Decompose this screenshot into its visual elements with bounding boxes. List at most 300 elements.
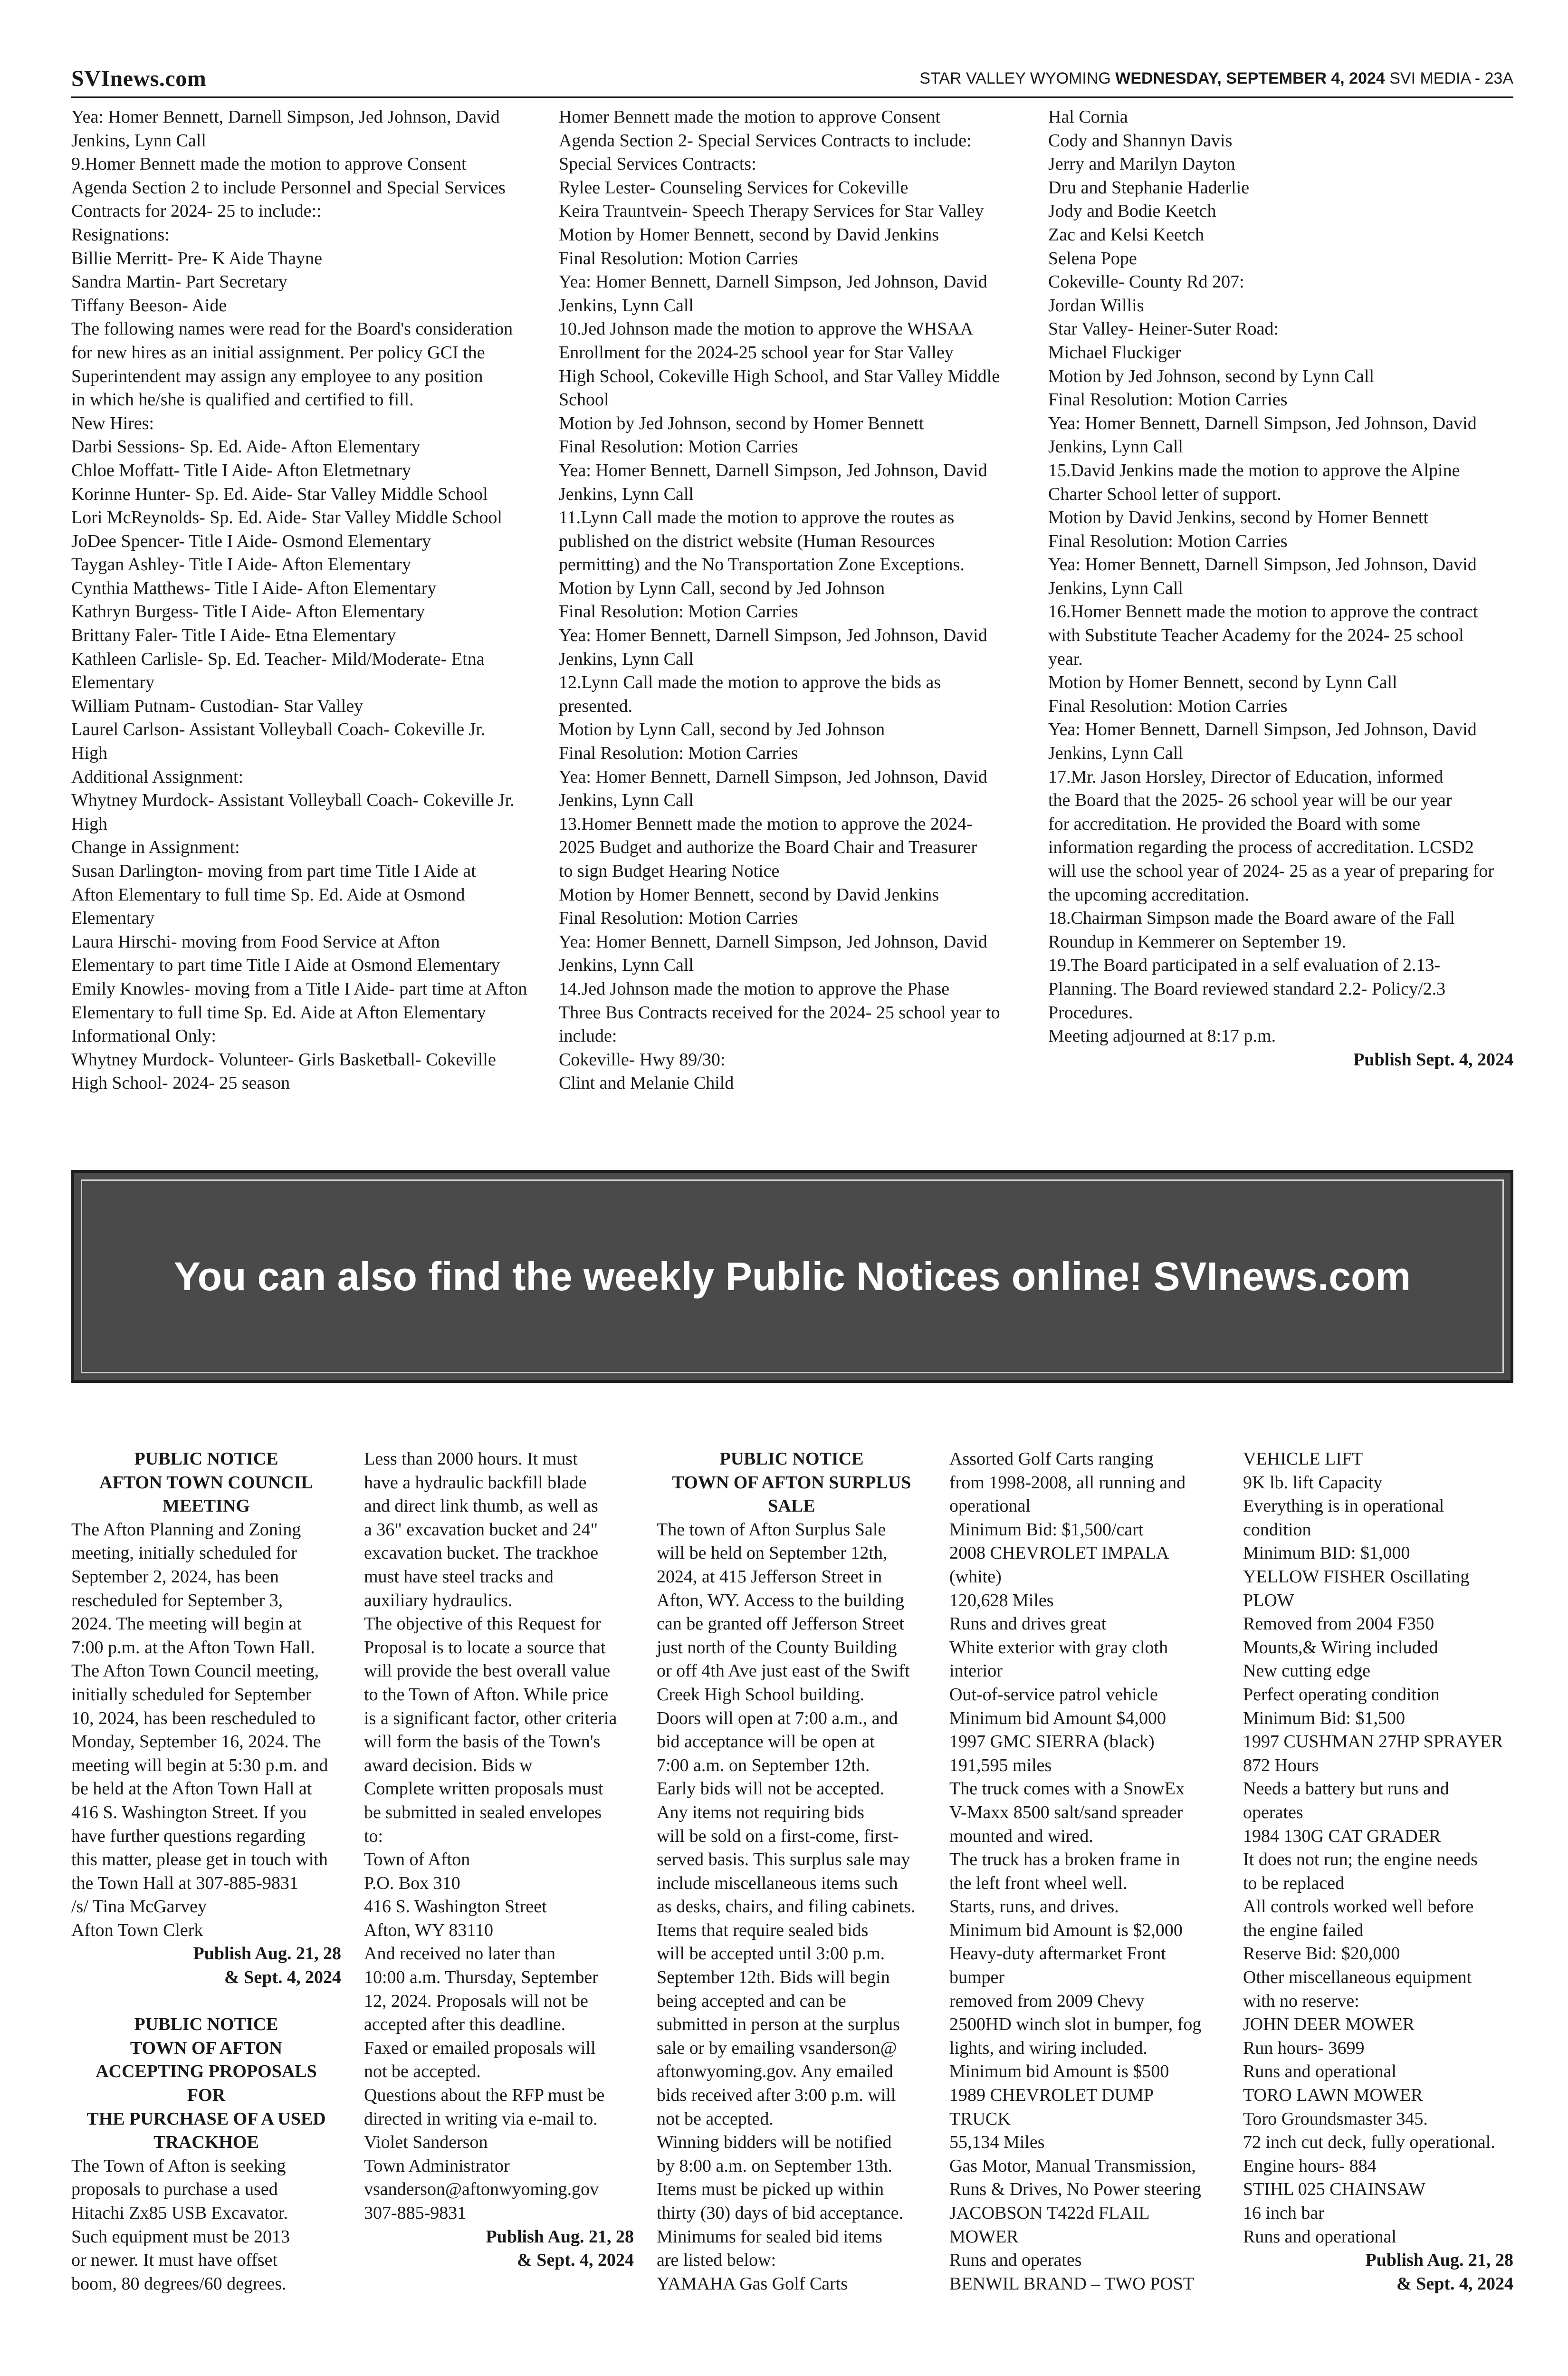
text-line: Final Resolution: Motion Carries	[559, 743, 798, 764]
text-line: the Town Hall at 307-885-9831	[71, 1873, 298, 1893]
text-line: Minimum bid Amount $4,000	[949, 1708, 1166, 1728]
text-line: operational	[949, 1496, 1031, 1516]
text-line: MEETING	[163, 1496, 250, 1516]
text-line: Final Resolution: Motion Carries	[559, 437, 798, 457]
text-line: Violet Sanderson	[364, 2132, 488, 2153]
text-line: Assorted Golf Carts ranging	[949, 1449, 1154, 1469]
text-line: 11.Lynn Call made the motion to approve the routes as	[559, 508, 955, 528]
text-line: meeting, initially scheduled for	[71, 1543, 297, 1563]
text-line: Whytney Murdock- Assistant Volleyball Coach- Cokeville Jr.	[71, 790, 515, 811]
text-line: Contracts for 2024- 25 to include::	[71, 201, 322, 221]
text-line: Cokeville- County Rd 207:	[1048, 272, 1244, 292]
text-line: condition	[1243, 1519, 1311, 1540]
text-line: Questions about the RFP must be	[364, 2085, 605, 2106]
text-line: YAMAHA Gas Golf Carts	[657, 2273, 848, 2294]
text-line: 1989 CHEVROLET DUMP	[949, 2085, 1154, 2106]
text-line: Afton Elementary to full time Sp. Ed. Aide at Osmond	[71, 884, 465, 905]
text-line: Publish Aug. 21, 28	[1365, 2250, 1513, 2271]
text-line: Jody and Bodie Keetch	[1048, 201, 1216, 221]
text-line: Elementary to full time Sp. Ed. Aide at Afton Elementary	[71, 1002, 486, 1023]
page-header	[71, 66, 1513, 92]
text-line: The Town of Afton is seeking	[71, 2156, 286, 2176]
text-line: Such equipment must be 2013	[71, 2226, 290, 2247]
text-line: P.O. Box 310	[364, 1873, 460, 1893]
text-line: 191,595 miles	[949, 1755, 1052, 1775]
text-line: Dru and Stephanie Haderlie	[1048, 177, 1250, 198]
text-line: Items that require sealed bids	[657, 1920, 869, 1940]
text-line: Yea: Homer Bennett, Darnell Simpson, Jed Johnson, David	[559, 625, 987, 646]
text-line: 9.Homer Bennett made the motion to approve Consent	[71, 154, 467, 174]
text-line: Zac and Kelsi Keetch	[1048, 224, 1205, 245]
text-line: Final Resolution: Motion Carries	[559, 248, 798, 268]
text-line: V-Maxx 8500 salt/sand spreader	[949, 1802, 1183, 1822]
text-line: to sign Budget Hearing Notice	[559, 861, 780, 881]
text-line: Other miscellaneous equipment	[1243, 1967, 1472, 1988]
text-line: Minimum bid Amount is $500	[949, 2061, 1169, 2082]
text-line: Mounts,& Wiring included	[1243, 1637, 1438, 1657]
text-line: SALE	[768, 1496, 815, 1516]
text-line: accepted after this deadline.	[364, 2014, 566, 2035]
text-line: 12.Lynn Call made the motion to approve the bids as	[559, 672, 941, 693]
text-line: meeting will begin at 5:30 p.m. and	[71, 1755, 328, 1775]
text-line: bid acceptance will be open at	[657, 1732, 875, 1752]
text-line: Needs a battery but runs and	[1243, 1779, 1449, 1799]
text-line: THE PURCHASE OF A USED	[86, 2108, 326, 2129]
text-line: JACOBSON T422d FLAIL	[949, 2203, 1150, 2223]
text-line: for new hires as an initial assignment. Per policy GCI the	[71, 342, 485, 363]
text-line: aftonwyoming.gov. Any emailed	[657, 2061, 893, 2082]
text-line: 9K lb. lift Capacity	[1243, 1472, 1383, 1493]
text-line: the upcoming accreditation.	[1048, 884, 1250, 905]
online-notices-banner	[71, 1170, 1513, 1383]
text-line: Three Bus Contracts received for the 2024- 25 school year to	[559, 1002, 1000, 1023]
text-line: a 36" excavation bucket and 24"	[364, 1519, 598, 1540]
text-line: Motion by Jed Johnson, second by Lynn Call	[1048, 366, 1375, 386]
header-rule	[71, 96, 1513, 98]
text-line: directed in writing via e-mail to.	[364, 2108, 598, 2129]
text-line: Planning. The Board reviewed standard 2.2- Policy/2.3	[1048, 978, 1446, 999]
text-line: Runs and operational	[1243, 2061, 1396, 2082]
top-column-3	[1048, 105, 1513, 1072]
text-line: Darbi Sessions- Sp. Ed. Aide- Afton Elementary	[71, 437, 421, 457]
text-line: to the Town of Afton. While price	[364, 1684, 609, 1705]
text-line: Meeting adjourned at 8:17 p.m.	[1048, 1026, 1276, 1046]
text-line: Runs and operational	[1243, 2226, 1396, 2247]
bottom-column-3	[657, 1447, 927, 2296]
text-line: Chloe Moffatt- Title I Aide- Afton Eletmetnary	[71, 460, 411, 480]
text-line: Afton, WY. Access to the building	[657, 1590, 905, 1610]
text-line: 2500HD winch slot in bumper, fog	[949, 2014, 1202, 2035]
text-line: Motion by Homer Bennett, second by David Jenkins	[559, 224, 939, 245]
text-line: 13.Homer Bennett made the motion to approve the 2024-	[559, 814, 973, 834]
text-line: The Afton Planning and Zoning	[71, 1519, 301, 1540]
text-line: Sandra Martin- Part Secretary	[71, 272, 287, 292]
text-line: White exterior with gray cloth	[949, 1637, 1168, 1657]
text-line: Motion by Lynn Call, second by Jed Johnson	[559, 719, 885, 740]
text-line: The Afton Town Council meeting,	[71, 1661, 319, 1681]
notice-publish-trackhoe	[364, 2225, 634, 2272]
text-line: & Sept. 4, 2024	[517, 2250, 634, 2271]
notice-title-trackhoe	[71, 2013, 341, 2155]
text-line: be submitted in sealed envelopes	[364, 1802, 602, 1822]
text-line: /s/ Tina McGarvey	[71, 1897, 207, 1917]
text-line: All controls worked well before	[1243, 1897, 1474, 1917]
text-line: TRUCK	[949, 2108, 1011, 2129]
text-line: Star Valley- Heiner-Suter Road:	[1048, 319, 1279, 339]
text-line: Perfect operating condition	[1243, 1684, 1440, 1705]
text-line: Roundup in Kemmerer on September 19.	[1048, 931, 1346, 952]
text-line: High School, Cokeville High School, and Star Valley Middle	[559, 366, 1000, 386]
text-line: served basis. This surplus sale may	[657, 1849, 910, 1870]
text-line: STIHL 025 CHAINSAW	[1243, 2179, 1425, 2200]
text-line: High School- 2024- 25 season	[71, 1073, 290, 1093]
text-line: or off 4th Ave just east of the Swift	[657, 1661, 910, 1681]
text-line: as desks, chairs, and filing cabinets.	[657, 1897, 916, 1917]
text-line: Clint and Melanie Child	[559, 1073, 734, 1093]
text-line: Cynthia Matthews- Title I Aide- Afton Elementary	[71, 578, 437, 598]
text-line: the engine failed	[1243, 1920, 1364, 1940]
text-line: Hal Cornia	[1048, 107, 1128, 127]
text-line: 2024, at 415 Jefferson Street in	[657, 1566, 882, 1587]
text-line: Motion by Lynn Call, second by Jed Johnson	[559, 578, 885, 598]
text-line: Yea: Homer Bennett, Darnell Simpson, Jed Johnson, David	[1048, 413, 1477, 433]
text-line: Whytney Murdock- Volunteer- Girls Basketball- Cokeville	[71, 1049, 496, 1070]
bottom-column-5	[1243, 1447, 1513, 2296]
text-line: sale or by emailing vsanderson@	[657, 2038, 897, 2058]
text-line: New Hires:	[71, 413, 154, 433]
text-line: William Putnam- Custodian- Star Valley	[71, 696, 363, 716]
text-line: School	[559, 390, 609, 410]
text-line: Yea: Homer Bennett, Darnell Simpson, Jed Johnson, David	[559, 766, 987, 787]
text-line: are listed below:	[657, 2250, 776, 2271]
text-line: boom, 80 degrees/60 degrees.	[71, 2273, 287, 2294]
text-line: include miscellaneous items such	[657, 1873, 898, 1893]
text-line: Yea: Homer Bennett, Darnell Simpson, Jed Johnson, David	[559, 272, 987, 292]
text-line: Laurel Carlson- Assistant Volleyball Coach- Cokeville Jr.	[71, 719, 486, 740]
text-line: High	[71, 814, 107, 834]
text-line: Elementary	[71, 908, 155, 929]
text-line: 14.Jed Johnson made the motion to approve the Phase	[559, 978, 950, 999]
text-line: Korinne Hunter- Sp. Ed. Aide- Star Valley Middle School	[71, 484, 488, 504]
text-line: Jordan Willis	[1048, 295, 1144, 316]
text-line: award decision. Bids w	[364, 1755, 533, 1775]
text-line: the left front wheel well.	[949, 1873, 1128, 1893]
text-line: Doors will open at 7:00 a.m., and	[657, 1708, 898, 1728]
text-line: 7:00 p.m. at the Afton Town Hall.	[71, 1637, 315, 1657]
text-line: Removed from 2004 F350	[1243, 1614, 1434, 1634]
text-line: Proposal is to locate a source that	[364, 1637, 606, 1657]
text-line: Kathryn Burgess- Title I Aide- Afton Elementary	[71, 602, 425, 622]
text-line: Enrollment for the 2024-25 school year for Star Valley	[559, 342, 954, 363]
text-line: Yea: Homer Bennett, Darnell Simpson, Jed Johnson, David	[1048, 719, 1477, 740]
text-line: Agenda Section 2 to include Personnel and Special Services	[71, 177, 506, 198]
text-line: Motion by Homer Bennett, second by David Jenkins	[559, 884, 939, 905]
text-line: proposals to purchase a used	[71, 2179, 278, 2200]
text-line: Early bids will not be accepted.	[657, 1779, 885, 1799]
text-line: Change in Assignment:	[71, 837, 240, 858]
text-line: Items must be picked up within	[657, 2179, 884, 2200]
text-line: Monday, September 16, 2024. The	[71, 1732, 321, 1752]
text-line: the Board that the 2025- 26 school year will be our year	[1048, 790, 1452, 811]
text-line: The town of Afton Surplus Sale	[657, 1519, 886, 1540]
text-line: 307-885-9831	[364, 2203, 467, 2223]
text-line: & Sept. 4, 2024	[224, 1967, 341, 1988]
notice-publish-town-council	[71, 1942, 341, 1989]
text-line: Runs and drives great	[949, 1614, 1107, 1634]
text-line: Final Resolution: Motion Carries	[1048, 390, 1288, 410]
notice-body-surplus-cont-2	[1243, 1447, 1513, 2249]
text-line: Afton Town Clerk	[71, 1920, 203, 1940]
text-line: Brittany Faler- Title I Aide- Etna Elementary	[71, 625, 396, 646]
text-line: Complete written proposals must	[364, 1779, 603, 1799]
text-line: permitting) and the No Transportation Zone Exceptions.	[559, 555, 965, 575]
text-line: Susan Darlington- moving from part time Title I Aide at	[71, 861, 476, 881]
text-line: just north of the County Building	[657, 1637, 897, 1657]
text-line: is a significant factor, other criteria	[364, 1708, 617, 1728]
text-line: presented.	[559, 696, 633, 716]
publish-date: Publish Sept. 4, 2024	[1353, 1049, 1513, 1070]
text-line: Jenkins, Lynn Call	[559, 790, 694, 811]
text-line: & Sept. 4, 2024	[1396, 2273, 1513, 2294]
text-line: this matter, please get in touch with	[71, 1849, 328, 1870]
text-line: Less than 2000 hours. It must	[364, 1449, 578, 1469]
text-line: rescheduled for September 3,	[71, 1590, 283, 1610]
text-line: Yea: Homer Bennett, Darnell Simpson, Jed Johnson, David	[559, 460, 987, 480]
text-line: Jenkins, Lynn Call	[1048, 437, 1183, 457]
top-column-3-body	[1048, 105, 1513, 1048]
text-line: Town of Afton	[364, 1849, 470, 1870]
text-line: and direct link thumb, as well as	[364, 1496, 598, 1516]
text-line: Superintendent may assign any employee to any position	[71, 366, 483, 386]
text-line: Final Resolution: Motion Carries	[1048, 696, 1288, 716]
text-line: Afton, WY 83110	[364, 1920, 493, 1940]
text-line: year.	[1048, 649, 1083, 669]
text-line: 2008 CHEVROLET IMPALA	[949, 1543, 1169, 1563]
text-line: Minimum BID: $1,000	[1243, 1543, 1410, 1563]
text-line: 1997 GMC SIERRA (black)	[949, 1732, 1155, 1752]
text-line: 15.David Jenkins made the motion to approve the Alpine	[1048, 460, 1460, 480]
text-line: BENWIL BRAND – TWO POST	[949, 2273, 1195, 2294]
text-line: 10, 2024, has been rescheduled to	[71, 1708, 316, 1728]
text-line: Cody and Shannyn Davis	[1048, 130, 1233, 151]
text-line: Rylee Lester- Counseling Services for Cokeville	[559, 177, 908, 198]
text-line: 19.The Board participated in a self evaluation of 2.13-	[1048, 955, 1441, 976]
text-line: ACCEPTING PROPOSALS	[96, 2061, 317, 2082]
text-line: 55,134 Miles	[949, 2132, 1045, 2153]
text-line: 10:00 a.m. Thursday, September	[364, 1967, 598, 1988]
text-line: can be granted off Jefferson Street	[657, 1614, 904, 1634]
notice-body-surplus	[657, 1518, 927, 2296]
text-line: have a hydraulic backfill blade	[364, 1472, 587, 1493]
text-line: Motion by Homer Bennett, second by Lynn Call	[1048, 672, 1397, 693]
banner-text: You can also find the weekly Public Notices online! SVInews.com	[173, 1254, 1411, 1299]
text-line: Minimums for sealed bid items	[657, 2226, 882, 2247]
text-line: Additional Assignment:	[71, 766, 244, 787]
text-line: Jenkins, Lynn Call	[559, 484, 694, 504]
text-line: Gas Motor, Manual Transmission,	[949, 2156, 1196, 2176]
spacer	[71, 1990, 341, 2013]
text-line: Jenkins, Lynn Call	[559, 649, 694, 669]
text-line: Everything is in operational	[1243, 1496, 1444, 1516]
text-line: Elementary	[71, 672, 155, 693]
text-line: Jenkins, Lynn Call	[71, 130, 206, 151]
text-line: submitted in person at the surplus	[657, 2014, 900, 2035]
text-line: will use the school year of 2024- 25 as a year of preparing for	[1048, 861, 1494, 881]
text-line: Town Administrator	[364, 2156, 510, 2176]
text-line: bumper	[949, 1967, 1005, 1988]
text-line: information regarding the process of accreditation. LCSD2	[1048, 837, 1474, 858]
text-line: JoDee Spencer- Title I Aide- Osmond Elementary	[71, 531, 431, 551]
bottom-column-1	[71, 1447, 341, 2296]
bottom-column-2	[364, 1447, 634, 2272]
text-line: Jerry and Marilyn Dayton	[1048, 154, 1235, 174]
text-line: 2024. The meeting will begin at	[71, 1614, 302, 1634]
text-line: Engine hours- 884	[1243, 2156, 1377, 2176]
text-line: 16.Homer Bennett made the motion to approve the contract	[1048, 602, 1478, 622]
text-line: Run hours- 3699	[1243, 2038, 1365, 2058]
text-line: will provide the best overall value	[364, 1661, 611, 1681]
text-line: Minimum Bid: $1,500/cart	[949, 1519, 1144, 1540]
text-line: 72 inch cut deck, fully operational.	[1243, 2132, 1495, 2153]
text-line: It does not run; the engine needs	[1243, 1849, 1478, 1870]
text-line: Selena Pope	[1048, 248, 1137, 268]
text-line: from 1998-2008, all running and	[949, 1472, 1186, 1493]
text-line: Minimum bid Amount is $2,000	[949, 1920, 1183, 1940]
text-line: New cutting edge	[1243, 1661, 1371, 1681]
text-line: 120,628 Miles	[949, 1590, 1054, 1610]
text-line: include:	[559, 1026, 617, 1046]
text-line: not be accepted.	[364, 2061, 481, 2082]
text-line: TORO LAWN MOWER	[1243, 2085, 1423, 2106]
text-line: initially scheduled for September	[71, 1684, 312, 1705]
text-line: Minimum Bid: $1,500	[1243, 1708, 1405, 1728]
text-line: removed from 2009 Chevy	[949, 1991, 1145, 2011]
text-line: Reserve Bid: $20,000	[1243, 1944, 1400, 1964]
text-line: Runs and operates	[949, 2250, 1082, 2271]
text-line: The truck has a broken frame in	[949, 1849, 1180, 1870]
bottom-column-4	[949, 1447, 1219, 2296]
text-line: Publish Aug. 21, 28	[486, 2226, 634, 2247]
text-line: Cokeville- Hwy 89/30:	[559, 1049, 726, 1070]
text-line: be held at the Afton Town Hall at	[71, 1779, 312, 1799]
text-line: TOWN OF AFTON	[130, 2038, 283, 2058]
text-line: Billie Merritt- Pre- K Aide Thayne	[71, 248, 323, 268]
text-line: 2025 Budget and authorize the Board Chair and Treasurer	[559, 837, 977, 858]
text-line: Motion by Jed Johnson, second by Homer Bennett	[559, 413, 924, 433]
text-line: VEHICLE LIFT	[1243, 1449, 1363, 1469]
text-line: Agenda Section 2- Special Services Contracts to include:	[559, 130, 972, 151]
text-line: have further questions regarding	[71, 1826, 306, 1846]
header-dateline	[919, 69, 1513, 88]
text-line: Runs & Drives, No Power steering	[949, 2179, 1201, 2200]
text-line: 16 inch bar	[1243, 2203, 1324, 2223]
text-line: will be sold on a first-come, first-	[657, 1826, 899, 1846]
text-line: Faxed or emailed proposals will	[364, 2038, 596, 2058]
text-line: 1997 CUSHMAN 27HP SPRAYER	[1243, 1732, 1503, 1752]
text-line: 12, 2024. Proposals will not be	[364, 1991, 588, 2011]
text-line: for accreditation. He provided the Board with some	[1048, 814, 1420, 834]
text-line: MOWER	[949, 2226, 1019, 2247]
text-line: with Substitute Teacher Academy for the 2024- 25 school	[1048, 625, 1464, 646]
text-line: operates	[1243, 1802, 1303, 1822]
text-line: Yea: Homer Bennett, Darnell Simpson, Jed Johnson, David	[71, 107, 500, 127]
text-line: TOWN OF AFTON SURPLUS	[672, 1472, 911, 1493]
text-line: will be held on September 12th,	[657, 1543, 888, 1563]
text-line: Jenkins, Lynn Call	[1048, 743, 1183, 764]
header-location: STAR VALLEY WYOMING	[919, 69, 1111, 87]
text-line: with no reserve:	[1243, 1991, 1359, 2011]
text-line: The truck comes with a SnowEx	[949, 1779, 1185, 1799]
text-line: thirty (30) days of bid acceptance.	[657, 2203, 904, 2223]
text-line: Emily Knowles- moving from a Title I Aide- part time at Afton	[71, 978, 527, 999]
text-line: Laura Hirschi- moving from Food Service at Afton	[71, 931, 440, 952]
text-line: being accepted and can be	[657, 1991, 846, 2011]
text-line: 416 S. Washington Street	[364, 1897, 547, 1917]
text-line: interior	[949, 1661, 1003, 1681]
text-line: Winning bidders will be notified	[657, 2132, 892, 2153]
text-line: published on the district website (Human Resources	[559, 531, 935, 551]
header-date: WEDNESDAY, SEPTEMBER 4, 2024	[1115, 69, 1385, 87]
text-line: must have steel tracks and	[364, 1566, 554, 1587]
text-line: Procedures.	[1048, 1002, 1133, 1023]
text-line: PUBLIC NOTICE	[134, 2014, 278, 2035]
text-line: excavation bucket. The trackhoe	[364, 1543, 599, 1563]
text-line: Keira Trauntvein- Speech Therapy Services for Star Valley	[559, 201, 984, 221]
text-line: Taygan Ashley- Title I Aide- Afton Elementary	[71, 555, 411, 575]
text-line: 1984 130G CAT GRADER	[1243, 1826, 1441, 1846]
text-line: PUBLIC NOTICE	[134, 1449, 278, 1469]
text-line: Homer Bennett made the motion to approve Consent	[559, 107, 941, 127]
text-line: bids received after 3:00 p.m. will	[657, 2085, 896, 2106]
header-section: SVI MEDIA - 23A	[1389, 69, 1513, 87]
text-line: Yea: Homer Bennett, Darnell Simpson, Jed Johnson, David	[559, 931, 987, 952]
notice-title-town-council	[71, 1447, 341, 1518]
text-line: 10.Jed Johnson made the motion to approve the WHSAA	[559, 319, 974, 339]
notice-body-town-council	[71, 1518, 341, 1943]
text-line: Starts, runs, and drives.	[949, 1897, 1119, 1917]
text-line: Out-of-service patrol vehicle	[949, 1684, 1158, 1705]
text-line: (white)	[949, 1566, 1002, 1587]
text-line: Motion by David Jenkins, second by Homer Bennett	[1048, 508, 1429, 528]
text-line: to:	[364, 1826, 383, 1846]
text-line: September 12th. Bids will begin	[657, 1967, 890, 1988]
site-name: SVInews.com	[71, 66, 207, 91]
text-line: FOR	[187, 2085, 226, 2106]
text-line: in which he/she is qualified and certified to fill.	[71, 390, 414, 410]
text-line: Jenkins, Lynn Call	[559, 955, 694, 976]
text-line: September 2, 2024, has been	[71, 1566, 279, 1587]
notice-body-trackhoe	[71, 2155, 341, 2296]
text-line: Final Resolution: Motion Carries	[1048, 531, 1288, 551]
text-line: The following names were read for the Board's consideration	[71, 319, 513, 339]
text-line: Final Resolution: Motion Carries	[559, 908, 798, 929]
text-line: Hitachi Zx85 USB Excavator.	[71, 2203, 288, 2223]
text-line: Resignations:	[71, 224, 170, 245]
text-line: PUBLIC NOTICE	[719, 1449, 864, 1469]
text-line: TRACKHOE	[153, 2132, 259, 2153]
text-line: AFTON TOWN COUNCIL	[99, 1472, 313, 1493]
text-line: Tiffany Beeson- Aide	[71, 295, 227, 316]
text-line: 872 Hours	[1243, 1755, 1319, 1775]
text-line: 17.Mr. Jason Horsley, Director of Education, informed	[1048, 766, 1444, 787]
text-line: auxiliary hydraulics.	[364, 1590, 513, 1610]
notice-publish-surplus	[1243, 2249, 1513, 2296]
text-line: Charter School letter of support.	[1048, 484, 1281, 504]
text-line: And received no later than	[364, 1944, 556, 1964]
text-line: by 8:00 a.m. on September 13th.	[657, 2156, 893, 2176]
text-line: PLOW	[1243, 1590, 1294, 1610]
text-line: Jenkins, Lynn Call	[1048, 578, 1183, 598]
